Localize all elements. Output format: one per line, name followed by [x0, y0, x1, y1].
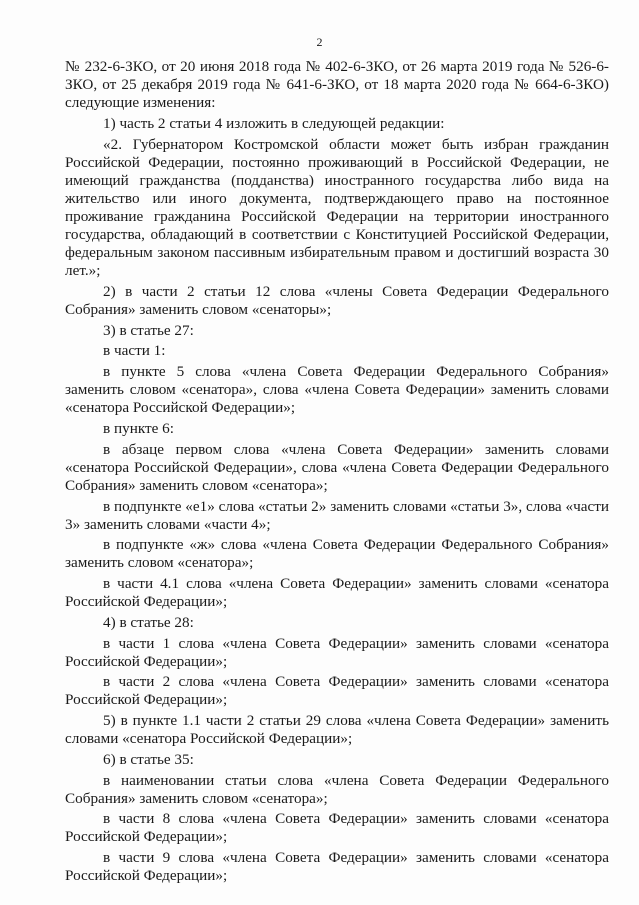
paragraph-item-3-point-6-abzac-1: в абзаце первом слова «члена Совета Федерации» заменить словами «сенатора Российской Федерации», слова «члена Совета Федерации Федерального Собрания» заменить словом «сенатора»;	[65, 440, 609, 494]
paragraph-item-4-part-2: в части 2 слова «члена Совета Федерации» заменить словами «сенатора Российской Федерации»;	[65, 673, 609, 709]
paragraph-item-3: 3) в статье 27:	[103, 321, 194, 339]
paragraph-item-6: 6) в статье 35:	[103, 750, 194, 768]
page-number: 2	[316, 35, 323, 49]
paragraph-item-4-part-1: в части 1 слова «члена Совета Федерации» заменить словами «сенатора Российской Федерации»;	[65, 634, 609, 670]
paragraph-item-1: 1) часть 2 статьи 4 изложить в следующей редакции:	[103, 114, 445, 132]
paragraph-item-4: 4) в статье 28:	[103, 613, 194, 631]
paragraph-governor-eligibility: «2. Губернатором Костромской области может быть избран гражданин Российской Федерации, постоянно проживающий в Российской Федерации, не имеющий гражданства (подданства) иностранного государства либо вида на жительство или иного документа, подтверждающего право на постоянное проживание гражданина Российской Федерации на территории иностранного государства, обладающий в соответствии с Конституцией Российской Федерации, федеральным законом пассивным избирательным правом и достигший возраста 30 лет.»;	[65, 135, 609, 280]
paragraph-law-amendments-list: № 232-6-ЗКО, от 20 июня 2018 года № 402-6-ЗКО, от 26 марта 2019 года № 526-6-ЗКО, от 25 декабря 2019 года № 641-6-ЗКО, от 18 марта 2020 года № 664-6-ЗКО) следующие изменения:	[65, 58, 609, 112]
paragraph-item-3-point-5: в пункте 5 слова «члена Совета Федерации Федерального Собрания» заменить словом «сенатора», слова «члена Совета Федерации» заменить словами «сенатора Российской Федерации»;	[65, 363, 609, 417]
document-body	[65, 58, 609, 885]
paragraph-item-6-part-9: в части 9 слова «члена Совета Федерации» заменить словами «сенатора Российской Федерации»;	[65, 849, 609, 885]
paragraph-item-3-subpoint-zh: в подпункте «ж» слова «члена Совета Федерации Федерального Собрания» заменить словом «сенатора»;	[65, 536, 609, 572]
paragraph-item-6-title: в наименовании статьи слова «члена Совета Федерации Федерального Собрания» заменить словом «сенатора»;	[65, 771, 609, 807]
paragraph-item-3-point-6: в пункте 6:	[103, 419, 174, 437]
paragraph-item-3-part-4-1: в части 4.1 слова «члена Совета Федерации» заменить словами «сенатора Российской Федерации»;	[65, 575, 609, 611]
paragraph-item-6-part-8: в части 8 слова «члена Совета Федерации» заменить словами «сенатора Российской Федерации»;	[65, 810, 609, 846]
paragraph-item-3-subpoint-e1: в подпункте «е1» слова «статьи 2» заменить словами «статьи 3», слова «части 3» заменить словами «части 4»;	[65, 497, 609, 533]
paragraph-item-5: 5) в пункте 1.1 части 2 статьи 29 слова «члена Совета Федерации» заменить словами «сенатора Российской Федерации»;	[65, 712, 609, 748]
paragraph-item-2: 2) в части 2 статьи 12 слова «члены Совета Федерации Федерального Собрания» заменить словом «сенаторы»;	[65, 282, 609, 318]
paragraph-item-3-part-1: в части 1:	[103, 342, 166, 360]
